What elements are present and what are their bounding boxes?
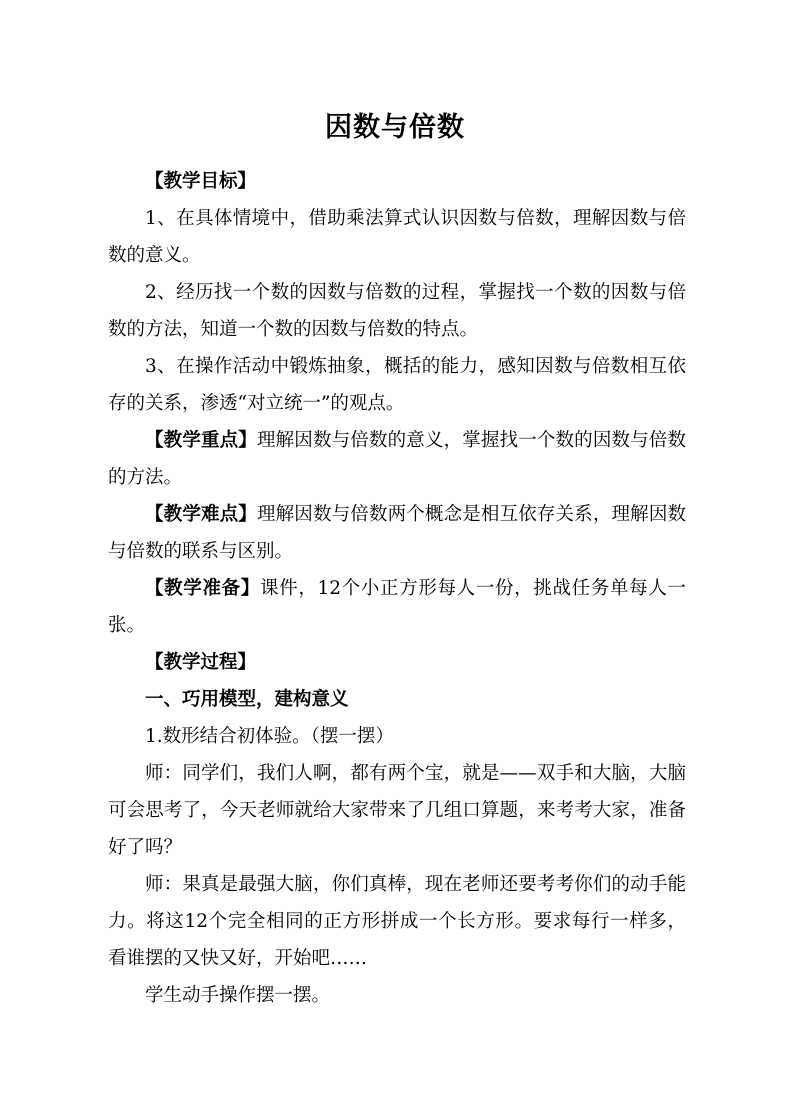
step-one: 1.数形结合初体验。（摆一摆） [145,726,394,747]
objectives-heading [108,163,686,200]
difficulties-text: 理解因数与倍数两个概念是相互依存关系，理解因数与倍数的联系与区别。 [108,504,686,562]
difficulties-heading: 【教学难点】 [145,504,257,525]
teacher-line-2: 师：果真是最强大脑，你们真棒，现在老师还要考考你们的动手能力。将这12个完全相同的正方形拼成一个长方形。要求每行一样多，看谁摆的又快又好，开始吧…… [108,874,686,969]
section-one-heading: 一、巧用模型，建构意义 [145,689,349,710]
key-points-heading: 【教学重点】 [145,430,257,451]
difficulties-paragraph [108,496,686,570]
process-heading-label: 【教学过程】 [145,652,257,673]
key-points-paragraph [108,422,686,496]
student-action: 学生动手操作摆一摆。 [145,985,331,1006]
objectives-heading-label: 【教学目标】 [145,171,257,192]
objective-item-1: 1、在具体情境中，借助乘法算式认识因数与倍数，理解因数与倍数的意义。 [108,208,686,266]
process-heading [108,644,686,681]
objective-item-2: 2、经历找一个数的因数与倍数的过程，掌握找一个数的因数与倍数的方法，知道一个数的因数与倍数的特点。 [108,282,686,340]
key-points-text: 理解因数与倍数的意义，掌握找一个数的因数与倍数的方法。 [108,430,686,488]
preparation-heading: 【教学准备】 [145,578,260,599]
teacher-line-1: 师：同学们，我们人啊，都有两个宝，就是——双手和大脑，大脑可会思考了，今天老师就给大家带来了几组口算题，来考考大家，准备好了吗？ [108,763,686,858]
preparation-paragraph [108,570,686,644]
document-body [108,163,686,1014]
document-title: 因数与倍数 [325,112,465,143]
objective-item-3: 3、在操作活动中锻炼抽象，概括的能力，感知因数与倍数相互依存的关系，渗透“对立统一”的观点。 [108,356,686,414]
preparation-text: 课件，12个小正方形每人一份，挑战任务单每人一张。 [108,578,686,636]
